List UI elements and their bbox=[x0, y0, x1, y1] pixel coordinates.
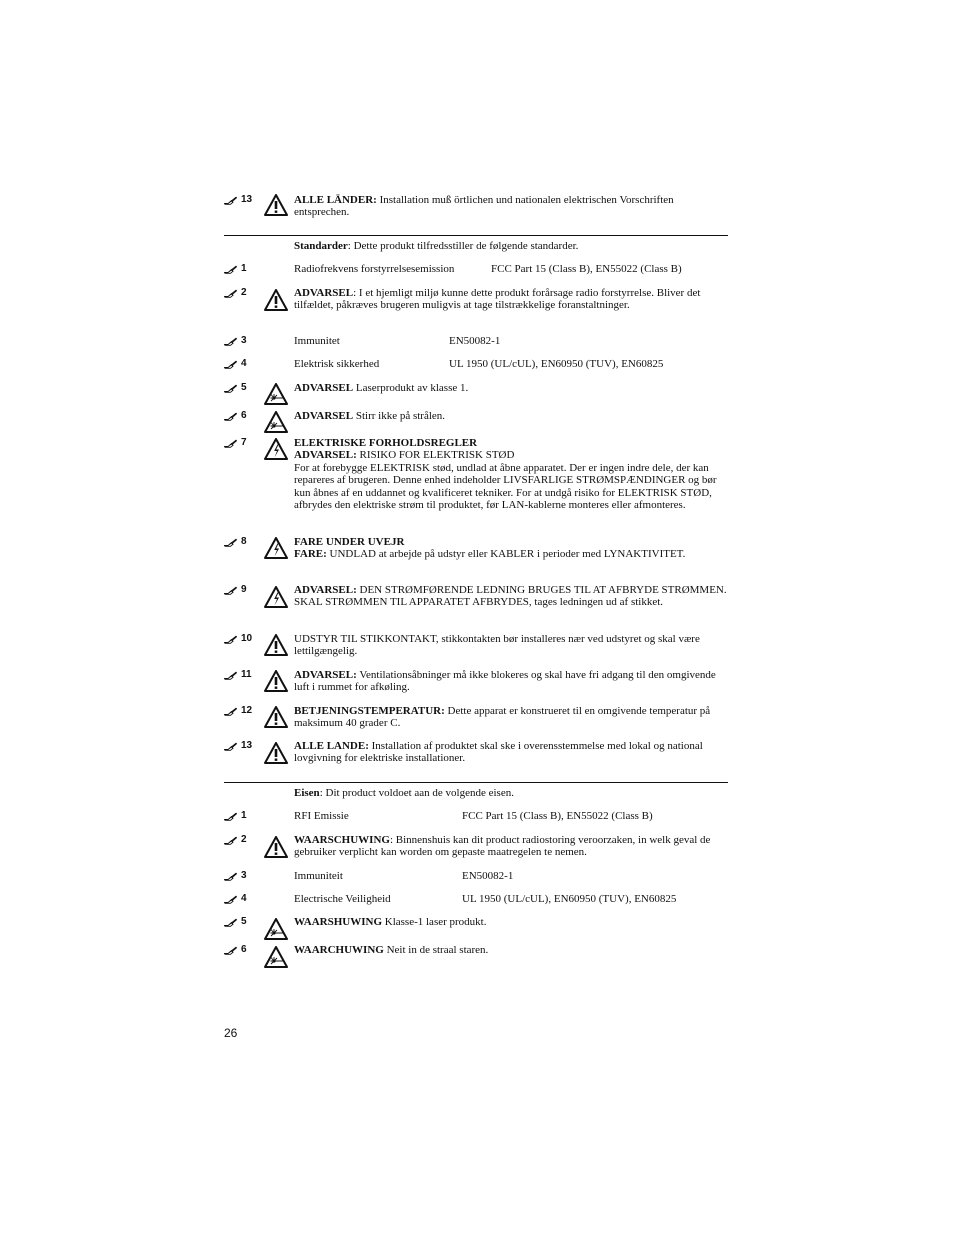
pointing-hand-icon bbox=[224, 671, 237, 680]
spec-label: Electrische Veiligheid bbox=[294, 893, 391, 905]
item-text: ADVARSEL: I et hjemligt miljø kunne dette produkt forårsage radio forstyrrelse. Bliver det tilfældet, påkræves brugeren muligvis at tage tilstrækkelige foranstaltninger. bbox=[294, 287, 701, 312]
pointing-hand-icon bbox=[224, 946, 237, 955]
warning-triangle-icon bbox=[264, 194, 288, 216]
section-intro: Standarder: Dette produkt tilfredsstiller de følgende standarder. bbox=[294, 240, 579, 252]
pointing-hand-icon bbox=[224, 635, 237, 644]
pointing-hand-icon bbox=[224, 196, 237, 205]
spec-value: UL 1950 (UL/cUL), EN60950 (TUV), EN60825 bbox=[462, 893, 677, 905]
pointing-hand-icon bbox=[224, 895, 237, 904]
pointing-hand-icon bbox=[224, 918, 237, 927]
warning-triangle-icon bbox=[264, 289, 288, 311]
warning-triangle-icon bbox=[264, 706, 288, 728]
item-text: ADVARSEL: Ventilationsåbninger må ikke blokeres og skal have fri adgang til den omgivende luft i rummet for afkøling. bbox=[294, 669, 716, 694]
pointing-hand-icon bbox=[224, 812, 237, 821]
spec-label: Elektrisk sikkerhed bbox=[294, 358, 380, 370]
warning-triangle-icon bbox=[264, 836, 288, 858]
item-text: WAARSCHUWING: Binnenshuis kan dit product radiostoring veroorzaken, in welk geval de gebruiker verplicht kan worden om gepaste maatregelen te nemen. bbox=[294, 834, 711, 859]
page-number: 26 bbox=[224, 1026, 238, 1040]
pointing-hand-icon bbox=[224, 384, 237, 393]
spec-label: Radiofrekvens forstyrrelsesemission bbox=[294, 263, 455, 275]
pointing-hand-icon bbox=[224, 836, 237, 845]
electric-shock-icon bbox=[264, 438, 288, 460]
laser-warning-icon bbox=[264, 411, 288, 433]
item-number: 13 bbox=[224, 195, 260, 209]
laser-warning-icon bbox=[264, 918, 288, 940]
spec-label: Immuniteit bbox=[294, 870, 343, 882]
item-text: WAARSHUWING Klasse-1 laser produkt. bbox=[294, 916, 487, 928]
spec-value: FCC Part 15 (Class B), EN55022 (Class B) bbox=[491, 263, 682, 275]
laser-warning-icon bbox=[264, 946, 288, 968]
pointing-hand-icon bbox=[224, 337, 237, 346]
spec-label: Immunitet bbox=[294, 335, 340, 347]
spec-value: EN50082-1 bbox=[462, 870, 514, 882]
section-divider bbox=[224, 235, 728, 236]
section-intro: Eisen: Dit product voldoet aan de volgende eisen. bbox=[294, 787, 514, 799]
item-text: ALLE LÄNDER: Installation muß örtlichen und nationalen elektrischen Vorschriften entsprechen. bbox=[294, 194, 674, 219]
pointing-hand-icon bbox=[224, 412, 237, 421]
pointing-hand-icon bbox=[224, 289, 237, 298]
electric-shock-icon bbox=[264, 586, 288, 608]
laser-warning-icon bbox=[264, 383, 288, 405]
spec-value: EN50082-1 bbox=[449, 335, 501, 347]
pointing-hand-icon bbox=[224, 586, 237, 595]
item-text: UDSTYR TIL STIKKONTAKT, stikkontakten bør installeres nær ved udstyret og skal være lettilgængelig. bbox=[294, 633, 700, 658]
item-text: FARE UNDER UVEJR FARE: UNDLAD at arbejde på udstyr eller KABLER i perioder med LYNAKTIVITET. bbox=[294, 536, 686, 561]
pointing-hand-icon bbox=[224, 360, 237, 369]
warning-triangle-icon bbox=[264, 670, 288, 692]
pointing-hand-icon bbox=[224, 742, 237, 751]
pointing-hand-icon bbox=[224, 439, 237, 448]
pointing-hand-icon bbox=[224, 265, 237, 274]
item-text: WAARCHUWING Neit in de straal staren. bbox=[294, 944, 489, 956]
pointing-hand-icon bbox=[224, 872, 237, 881]
warning-triangle-icon bbox=[264, 742, 288, 764]
spec-value: UL 1950 (UL/cUL), EN60950 (TUV), EN60825 bbox=[449, 358, 664, 370]
item-text: ALLE LANDE: Installation af produktet skal ske i overensstemmelse med lokal og national lovgivning for elektriske installationer. bbox=[294, 740, 703, 765]
item-text: ADVARSEL: DEN STRØMFØRENDE LEDNING BRUGES TIL AT AFBRYDE STRØMMEN. SKAL STRØMMEN TIL APPARATET AFBRYDES, tages ledningen ud af stikket. bbox=[294, 584, 727, 609]
pointing-hand-icon bbox=[224, 707, 237, 716]
document-page: 13 ALLE LÄNDER: Installation muß örtlichen und nationalen elektrischen Vorschriften entsprechen. Standarder: Dette produkt tilfredsstiller de følgende standarder. 1 Radiofrekvens forstyrrelsesemission FCC Part 15 (Class B), EN55022 (Class B) 2 ADVARSEL: I et hjemligt miljø kunne dette produkt forårsage radio forstyrrelse. Bliver det tilfældet, påkræves brugeren muligvis at tage tilstrækkelige foranstaltninger. 3 Immunitet EN50082-1 4 Elektrisk sikkerhed UL 1950 (UL/cUL), EN60950 (TUV), EN60825 5 ADVARSEL Laserprodukt av klasse 1. 6 ADVARSEL Stirr ikke på strålen. 7 ELEKTRISKE FORHOLDSREGLER ADVARSEL: RISIKO FOR ELEKTRISK STØD For at forebygge ELEKTRISK stød, undlad at åbne apparatet. Der er ingen indre dele, der kan repareres af brugeren. Denne enhed indeholder LIVSFARLIGE STRØMSPÆNDINGER og bør kun åbnes af en uddannet og kvalificeret tekniker. For at undgå risiko for ELEKTRISK STØD, afbrydes den elektriske strøm til produktet, før LAN-kablerne monteres eller afmonteres. 8 FARE UNDER UVEJR FARE: UNDLAD at arbejde på udstyr eller KABLER i perioder med LYNAKTIVITET. 9 ADVARSEL: DEN STRØMFØRENDE LEDNING BRUGES TIL AT AFBRYDE STRØMMEN. SKAL STRØMMEN TIL APPARATET AFBRYDES, tages ledningen ud af stikket. 10 UDSTYR TIL STIKKONTAKT, stikkontakten bør installeres nær ved udstyret og skal være lettilgængelig. 11 ADVARSEL: Ventilationsåbninger må ikke blokeres og skal have fri adgang til den omgivende luft i rummet for afkøling. 12 BETJENINGSTEMPERATUR: Dette apparat er konstrueret til en omgivende temperatur på maksimum 40 grader C. 13 ALLE LANDE: Installation af produktet skal ske i overensstemmelse med lokal og national lovgivning for elektriske installationer. Eisen: Dit product voldoet aan de volgende eisen. 1 RFI Emissie FCC Part 15 (Class B), EN55022 (Class B) 2 WAARSCHUWING: Binnenshuis kan dit product radiostoring veroorzaken, in welk geval de gebruiker verplicht kan worden om gepaste maatregelen te nemen. 3 Immuniteit EN50082-1 4 Electrische Veiligheid UL 1950 (UL/cUL), EN60950 (TUV), EN60825 5 WAARSHUWING Klasse-1 laser produkt. 6 WAARCHUWING Neit in de straal staren. 26 bbox=[224, 194, 727, 1040]
item-text: ADVARSEL Stirr ikke på strålen. bbox=[294, 410, 446, 422]
pointing-hand-icon bbox=[224, 538, 237, 547]
spec-label: RFI Emissie bbox=[294, 810, 349, 822]
item-text: ELEKTRISKE FORHOLDSREGLER ADVARSEL: RISIKO FOR ELEKTRISK STØD For at forebygge ELEKTRISK stød, undlad at åbne apparatet. Der er ingen indre dele, der kan repareres af brugeren. Denne enhed indeholder LIVSFARLIGE STRØMSPÆNDINGER og bør kun åbnes af en uddannet og kvalificeret tekniker. For at undgå risiko for ELEKTRISK STØD, afbrydes den elektriske strøm til produktet, før LAN-kablerne monteres eller afmonteres. bbox=[294, 437, 717, 512]
item-text: ADVARSEL Laserprodukt av klasse 1. bbox=[294, 382, 469, 394]
spec-value: FCC Part 15 (Class B), EN55022 (Class B) bbox=[462, 810, 653, 822]
item-text: BETJENINGSTEMPERATUR: Dette apparat er konstrueret til en omgivende temperatur på maksimum 40 grader C. bbox=[294, 705, 711, 730]
electric-shock-icon bbox=[264, 537, 288, 559]
section-divider bbox=[224, 782, 728, 783]
warning-triangle-icon bbox=[264, 634, 288, 656]
